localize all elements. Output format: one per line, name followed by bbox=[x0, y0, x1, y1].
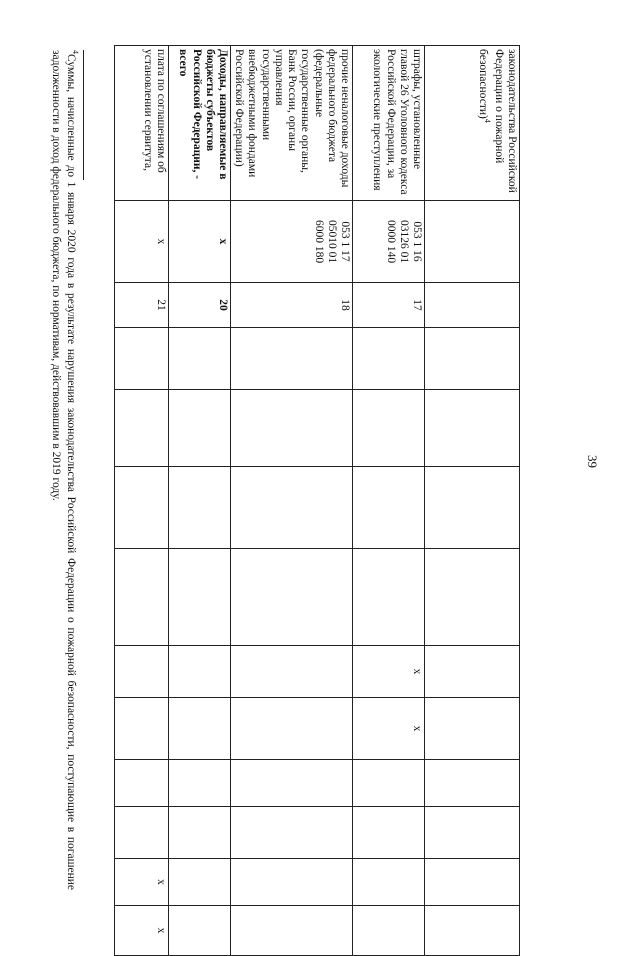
value-cell bbox=[115, 328, 169, 390]
budget-code: 053 1 17 bbox=[339, 221, 351, 262]
row-name-cell bbox=[425, 46, 520, 201]
row-name: прочие неналоговые доходы федерального бюджета (федеральные государственные органы, Банк России, органы управления государственными внебюджетными фондами Российской Федерации) bbox=[233, 49, 351, 188]
row-name: плата по соглашениям об установлении сервитута, bbox=[141, 49, 168, 173]
value-cell bbox=[231, 906, 353, 956]
value-cell bbox=[169, 760, 231, 807]
value-cell: x bbox=[115, 859, 169, 906]
table-row bbox=[231, 46, 353, 956]
value-cell bbox=[353, 390, 425, 467]
value-cell bbox=[115, 390, 169, 467]
table-body bbox=[115, 46, 520, 956]
footnote-reference: 4 bbox=[482, 118, 492, 123]
revenue-table bbox=[114, 45, 520, 956]
budget-code: 05010 01 bbox=[325, 219, 338, 264]
value-cell bbox=[231, 390, 353, 467]
value-cell bbox=[169, 390, 231, 467]
value-cell bbox=[115, 467, 169, 549]
value-cell bbox=[231, 807, 353, 859]
budget-code-cell bbox=[425, 201, 520, 283]
footnote-text: Суммы, начисленные до 1 января 2020 года в результате нарушения законодательства Российской Федерации о пожарной безопасности, поступающие в погашение задолженности в доход федерального бюджета, по нормативам, действовавшим в 2019 году. bbox=[49, 50, 78, 890]
value-cell: x bbox=[353, 646, 425, 698]
value-cell bbox=[169, 646, 231, 698]
value-cell bbox=[115, 807, 169, 859]
value-cell bbox=[231, 859, 353, 906]
value-cell bbox=[231, 549, 353, 646]
row-name: Доходы, направляемые в бюджеты субъектов Российской Федерации, - всего bbox=[177, 49, 230, 180]
value-cell bbox=[425, 328, 520, 390]
row-number: 17 bbox=[353, 283, 425, 328]
budget-code-cell bbox=[353, 201, 425, 283]
budget-code-cell bbox=[231, 201, 353, 283]
row-name-cell bbox=[115, 46, 169, 201]
value-cell bbox=[169, 859, 231, 906]
table-row bbox=[115, 46, 169, 956]
value-cell bbox=[425, 390, 520, 467]
table-row bbox=[169, 46, 231, 956]
value-cell bbox=[425, 549, 520, 646]
budget-code: 03126 01 bbox=[397, 219, 410, 264]
value-cell bbox=[231, 467, 353, 549]
value-cell bbox=[231, 646, 353, 698]
value-cell bbox=[425, 859, 520, 906]
row-number: 21 bbox=[115, 283, 169, 328]
value-cell bbox=[115, 646, 169, 698]
value-cell bbox=[425, 906, 520, 956]
value-cell bbox=[353, 328, 425, 390]
budget-code: 6000 180 bbox=[312, 219, 325, 264]
value-cell bbox=[115, 549, 169, 646]
budget-code: x bbox=[217, 238, 230, 245]
row-number: 18 bbox=[231, 283, 353, 328]
value-cell bbox=[425, 646, 520, 698]
value-cell bbox=[425, 698, 520, 760]
value-cell bbox=[169, 328, 231, 390]
value-cell bbox=[231, 760, 353, 807]
value-cell bbox=[353, 549, 425, 646]
row-number bbox=[425, 283, 520, 328]
budget-code-cell bbox=[169, 201, 231, 283]
value-cell bbox=[353, 807, 425, 859]
row-number: 20 bbox=[169, 283, 231, 328]
budget-code: 0000 140 bbox=[384, 219, 397, 264]
footnote bbox=[47, 50, 80, 890]
value-cell bbox=[169, 906, 231, 956]
value-cell bbox=[169, 467, 231, 549]
budget-code-cell bbox=[115, 201, 169, 283]
row-name: законодательства Российской Федерации о пожарной безопасности) bbox=[476, 49, 518, 193]
footnote-divider bbox=[83, 50, 84, 180]
value-cell bbox=[169, 549, 231, 646]
value-cell: x bbox=[353, 698, 425, 760]
row-name-cell bbox=[231, 46, 353, 201]
value-cell bbox=[231, 698, 353, 760]
value-cell bbox=[425, 467, 520, 549]
value-cell: x bbox=[115, 906, 169, 956]
value-cell bbox=[425, 760, 520, 807]
value-cell bbox=[425, 807, 520, 859]
value-cell bbox=[169, 807, 231, 859]
value-cell bbox=[353, 906, 425, 956]
value-cell bbox=[115, 760, 169, 807]
table-row bbox=[353, 46, 425, 956]
value-cell bbox=[169, 698, 231, 760]
value-cell bbox=[115, 698, 169, 760]
row-name-cell bbox=[169, 46, 231, 201]
value-cell bbox=[353, 859, 425, 906]
value-cell bbox=[353, 760, 425, 807]
budget-code: 053 1 16 bbox=[411, 221, 423, 262]
row-name: штрафы, установленные главой 26 Уголовного кодекса Российской Федерации, за экологические преступления bbox=[371, 49, 423, 195]
row-name-cell bbox=[353, 46, 425, 201]
page-number: 39 bbox=[585, 455, 600, 468]
value-cell bbox=[231, 328, 353, 390]
table-row bbox=[425, 46, 520, 956]
footnote-mark: 4 bbox=[71, 50, 80, 54]
value-cell bbox=[353, 467, 425, 549]
budget-code: x bbox=[155, 238, 168, 245]
